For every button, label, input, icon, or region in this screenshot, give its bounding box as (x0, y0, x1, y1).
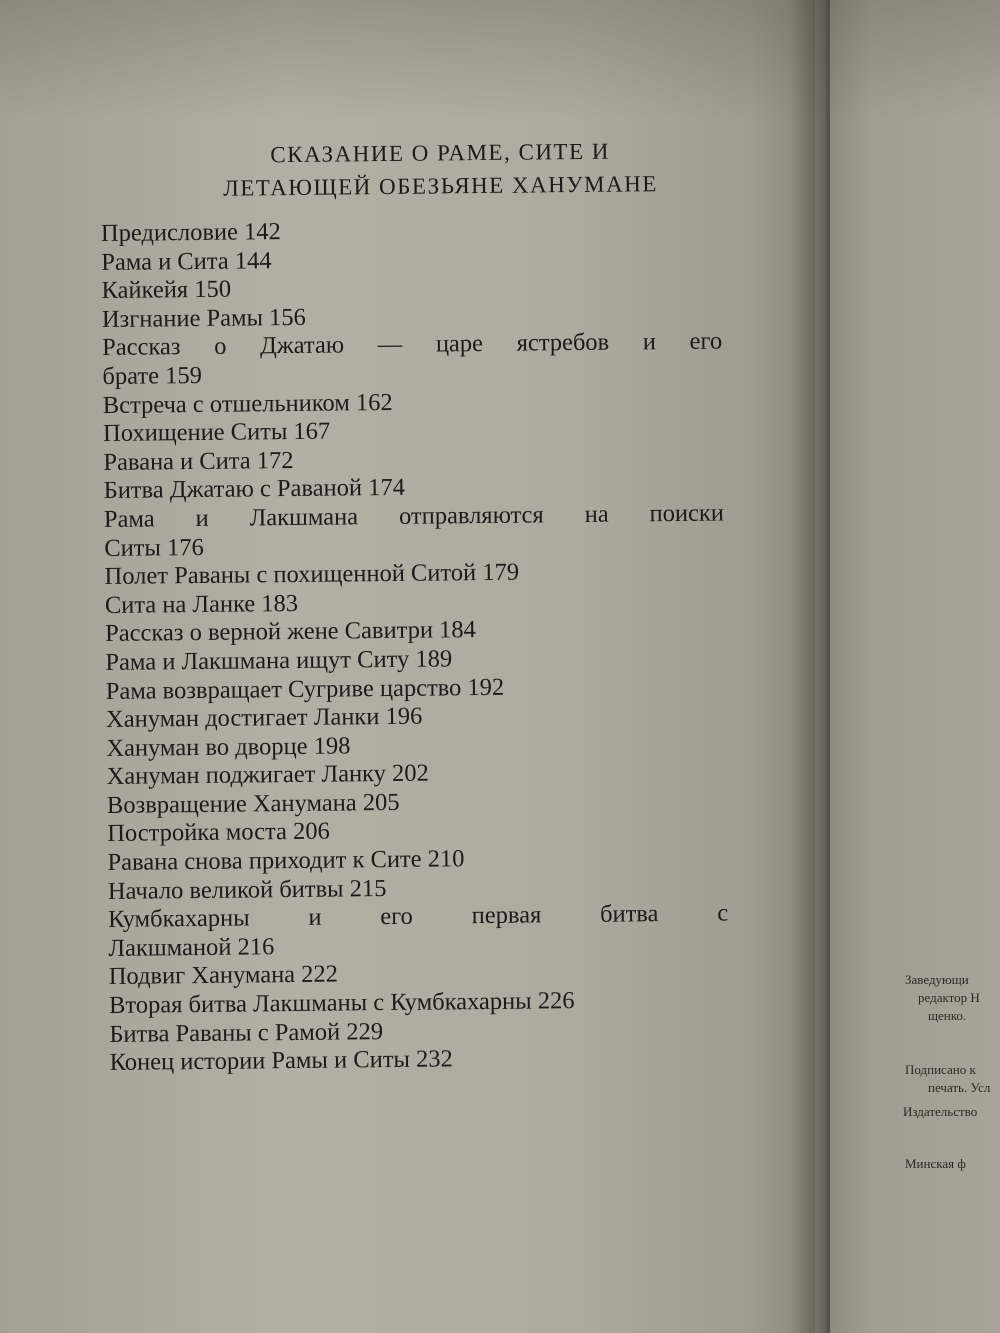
toc-entry: Вторая битва Лакшманы с Кумбкахарны 226 (108, 987, 575, 1019)
imprint-line: щенко. (928, 1008, 967, 1023)
toc-entry: Подвиг Ханумана 222 (108, 960, 339, 991)
imprint-line: редактор Н (918, 990, 980, 1005)
toc-entry: Битва Раваны с Рамой 229 (109, 1017, 384, 1048)
imprint-line: Заведующи (905, 972, 969, 987)
imprint-line: печать. Усл (928, 1080, 991, 1095)
toc-entry: Изгнание Рамы 156 (101, 303, 306, 333)
toc-entry: Конец истории Рамы и Ситы 232 (109, 1045, 453, 1077)
toc-entry: Ситы 176 (104, 533, 204, 562)
toc-entry: Равана снова приходит к Сите 210 (107, 845, 465, 877)
toc-entry: Кайкейя 150 (101, 275, 232, 305)
book-gutter (790, 0, 830, 1333)
toc-entry: Лакшманой 216 (108, 933, 275, 962)
toc-entry: Полет Раваны с похищенной Ситой 179 (104, 558, 520, 591)
toc-entry: Предисловие 142 (100, 218, 281, 247)
toc-entry: Рассказ о верной жене Савитри 184 (105, 616, 477, 648)
table-of-contents (100, 133, 760, 1078)
toc-entry: брате 159 (102, 361, 203, 390)
imprint-line: Подписано к (905, 1062, 976, 1077)
toc-entry: Битва Джатаю с Раваной 174 (103, 474, 406, 505)
section-title (120, 133, 761, 206)
toc-entry: Возвращение Ханумана 205 (106, 788, 400, 819)
toc-entry: Равана и Сита 172 (103, 446, 294, 476)
toc-entry: Хануман достигает Ланки 196 (105, 702, 423, 734)
toc-entry: Постройка моста 206 (107, 818, 330, 848)
toc-entry: Кумбкахарны и его первая битва с (108, 899, 729, 934)
toc-entry: Рассказ о Джатаю — царе ястребов и его (102, 327, 723, 362)
imprint-line: Минская ф (905, 1156, 966, 1171)
right-page (826, 0, 1000, 1333)
toc-entry: Рама возвращает Сугриве царство 192 (105, 673, 505, 705)
toc-entry: Начало великой битвы 215 (107, 874, 387, 905)
toc-entry: Рама и Сита 144 (101, 246, 272, 276)
title-line-2: ЛЕТАЮЩЕЙ ОБЕЗЬЯНЕ ХАНУМАНЕ (223, 171, 658, 201)
toc-entry: Похищение Ситы 167 (102, 417, 331, 448)
toc-entry: Хануман во дворце 198 (106, 732, 351, 762)
title-line-1: СКАЗАНИЕ О РАМЕ, СИТЕ И (270, 138, 611, 168)
toc-entry: Хануман поджигает Ланку 202 (106, 759, 429, 791)
top-shadow (0, 0, 1000, 120)
toc-entry: Рама и Лакшмана отправляются на поиски (103, 499, 725, 533)
toc-entry: Сита на Ланке 183 (104, 589, 299, 619)
toc-entry: Рама и Лакшмана ищут Ситу 189 (105, 645, 453, 676)
imprint-line: Издательство (903, 1104, 978, 1119)
toc-entry: Встреча с отшельником 162 (102, 388, 393, 419)
toc-entries (101, 213, 760, 1078)
